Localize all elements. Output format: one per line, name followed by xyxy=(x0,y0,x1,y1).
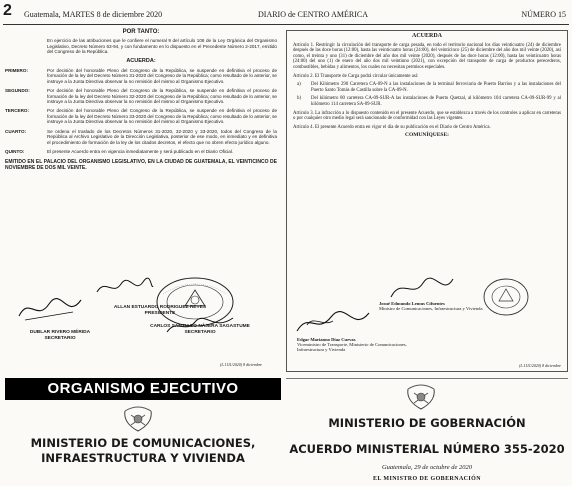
ministry-communications-title xyxy=(5,436,281,466)
clause-segundo xyxy=(5,88,277,104)
signature-viceminister xyxy=(297,337,417,353)
left-footer-ref: (L.1111/2020) 8 diciembre xyxy=(220,362,262,367)
clause-cuarto xyxy=(5,129,277,145)
signature-scribble-viceminister xyxy=(293,307,373,337)
signer-name: DUBLAR RIVERO MÉRIDA xyxy=(29,330,91,335)
item-text: Del Kilómetro 290 Carretera CA-09-N a las instalaciones de la terminal ferroviaria de Puerto Barrios y a las instalaciones del Puerto Santo Tomás de Castilla sobre la CA-09-N. xyxy=(311,82,561,93)
section-title: POR TANTO: xyxy=(122,29,160,35)
signature-scribble-2 xyxy=(15,292,85,324)
signer-role: Viceministro de Transporte, Ministerio de Comunicaciones, Infraestructura y Vivienda xyxy=(297,342,407,353)
clause-key: SEGUNDO: xyxy=(5,88,30,94)
signature-scribble-minister xyxy=(387,275,457,301)
article-2-item-b xyxy=(287,96,567,107)
clause-tercero xyxy=(5,108,277,124)
guatemala-coat-of-arms-icon xyxy=(121,403,155,433)
clause-text: Por decisión del honorable Pleno del Congreso de la República, se suspende en definitiva el proceso de formación de la ley del Decreto Número 31-2020 del Congreso de la República; como resultado de lo anterior, se instruye a la Junta Directiva observar la no remisión del mismo al Organismo Ejecutivo. xyxy=(47,68,277,84)
ministry-gobernacion-title: MINISTERIO DE GOBERNACIÓN xyxy=(328,416,526,430)
clause-quinto xyxy=(5,149,277,154)
article-1: Artículo 1. Restringir la circulación del transporte de carga pesada, en todo el territorio nacional los días veinticuatro (24) de diciembre después de las doce horas (12:00), hasta las veinticuatro horas (24:00), del veinticinco (25) de diciembre del año dos mil veinte (2020), así como, el treinta y uno (31) de diciembre del año dos mil veinte (2020), después de las doce horas (12:00), hasta las veinticuatro horas (24:00) del uno (1) de enero del año dos mil veintiuno (2021), con excepción del transporte de carga de productos perecederos, combustibles, bebidas y alimentos, los cuales no necesitan permisos especiales. xyxy=(293,42,561,70)
comuniquese-heading: COMUNÍQUESE: xyxy=(404,132,449,139)
clause-text: Por decisión del honorable Pleno del Congreso de la República, se suspende en definitiva el proceso de formación de la ley del Decreto Número 33-2020 del Congreso de la República; como resultado de lo anterior, se instruye a la Junta Directiva observar la no remisión del mismo al Organismo Ejecutivo. xyxy=(47,108,277,125)
signature-secretary-2 xyxy=(125,324,275,335)
congress-resolution xyxy=(5,30,277,372)
signer-name: Edgar Marianno Díaz Cuevas xyxy=(297,337,356,342)
article-4: Artículo 4. El presente Acuerdo entra en vigor el día de su publicación en el Diario de Centro América. xyxy=(293,124,491,130)
article-2-item-a xyxy=(287,82,567,93)
page-header xyxy=(0,0,572,26)
right-footer-ref: (L.1111/2020) 8 diciembre xyxy=(519,363,561,369)
signer-role: SECRETARIO xyxy=(184,329,216,335)
clause-key: QUINTO: xyxy=(5,148,25,154)
clause-key: PRIMERO: xyxy=(5,68,28,74)
clause-key: TERCERO: xyxy=(5,108,29,114)
newspaper-name: DIARIO de CENTRO AMÉRICA xyxy=(258,10,368,19)
ministry-line-2: INFRAESTRUCTURA Y VIVIENDA xyxy=(41,451,245,465)
city-date: Guatemala, MARTES 8 de diciembre 2020 xyxy=(24,10,163,19)
signer-role: PRESIDENTE xyxy=(144,310,176,316)
issue-number: NÚMERO 15 xyxy=(521,10,566,19)
clause-text: Se ordena el traslado de los Decretos Números 31-2020, 32-2020 y 33-2020, todos del Congreso de la República al Archivo Legislativo de la Dirección Legislativa, posterior de ese modo, en inmediato y en definitiva el procedimiento de formación de la ley de los citados decretos, el efecto que no obren efecto jurídico alguno. xyxy=(47,128,277,145)
emitido-statement: EMITIDO EN EL PALACIO DEL ORGANISMO LEGISLATIVO, EN LA CIUDAD DE GUATEMALA, EL VEINTICINCO DE NOVIEMBRE DE DOS MIL VEINTE. xyxy=(5,159,277,172)
acuerda-heading: ACUERDA: xyxy=(126,57,156,64)
signer-name: Josué Edmundo Lemus Cifuentes xyxy=(379,301,445,306)
page-number: 2 xyxy=(3,2,12,19)
signer-role: Ministro de Comunicaciones, Infraestructura y Vivienda xyxy=(379,306,483,312)
clause-text: El presente Acuerdo entra en vigencia inmediatamente y será publicado en el Diario Oficial. xyxy=(47,148,234,154)
signer-name: ALLAN ESTUARDO RODRIGUEZ REYES xyxy=(113,305,207,310)
ministry-line-1: MINISTERIO DE COMUNICACIONES, xyxy=(30,436,256,450)
intro-paragraph: En ejercicio de las atribuciones que le confiere el numeral 9 del artículo 106 de la Ley Orgánica del Organismo Legislativo, Decreto Número 63-94, y con fundamento en lo dispuesto en el Precedente Número 2-2017, emitido del Congreso de la República. xyxy=(47,38,277,55)
clause-text: Por decisión del honorable Pleno del Congreso de la República, se suspende en definitiva el proceso de formación de la ley del Decreto Número 32-2020 del Congreso de la República; como resultado de lo anterior, se instruye a la Junta Directiva observar la no remisión del mismo al Organismo Ejecutivo. xyxy=(47,88,277,105)
acuerdo-date: Guatemala, 29 de octubre de 2020 xyxy=(381,464,473,471)
acuerdo-ministerial-title: ACUERDO MINISTERIAL NÚMERO 355-2020 xyxy=(289,442,565,456)
signer-role: SECRETARIO xyxy=(44,335,76,341)
clause-key: CUARTO: xyxy=(5,128,27,134)
signature-minister xyxy=(379,301,499,311)
signer-name: CARLOS SANTIAGO NÁJERA SAGASTUME xyxy=(150,324,250,329)
clause-primero xyxy=(5,68,277,84)
acuerdo-issuer: EL MINISTRO DE GOBERNACIÓN xyxy=(373,476,481,482)
item-text: Del kilómetro 80 carretera CA-09-SUR-A las instalaciones de Puerto Quetzal, al kilómetro 104 carretera CA-09-SUR-99 y al kilómetro 114 carretera SA-09-SUR. xyxy=(311,96,561,107)
organismo-ejecutivo-banner: ORGANISMO EJECUTIVO xyxy=(5,378,281,400)
section-divider xyxy=(286,378,568,379)
item-key: b) xyxy=(297,96,301,102)
article-2: Artículo 2. El Transporte de Carga podrá circular únicamente así: xyxy=(293,73,419,79)
header-rule xyxy=(3,24,569,25)
signature-scribble-1 xyxy=(95,276,155,298)
article-3: Artículo 3. La infracción a lo dispuesto contenido en el presente Acuerdo, que se establezca a través de los controles a aplicar en carreteras o por cualquier otro medio legal será sancionado de conformidad con las Leyes vigentes. xyxy=(293,110,561,122)
item-key: a) xyxy=(297,82,301,88)
acuerda-title: ACUERDA xyxy=(412,33,442,39)
signature-secretary-1 xyxy=(5,330,115,341)
ministerial-agreement-box xyxy=(286,30,568,372)
guatemala-coat-of-arms-icon xyxy=(404,381,438,411)
